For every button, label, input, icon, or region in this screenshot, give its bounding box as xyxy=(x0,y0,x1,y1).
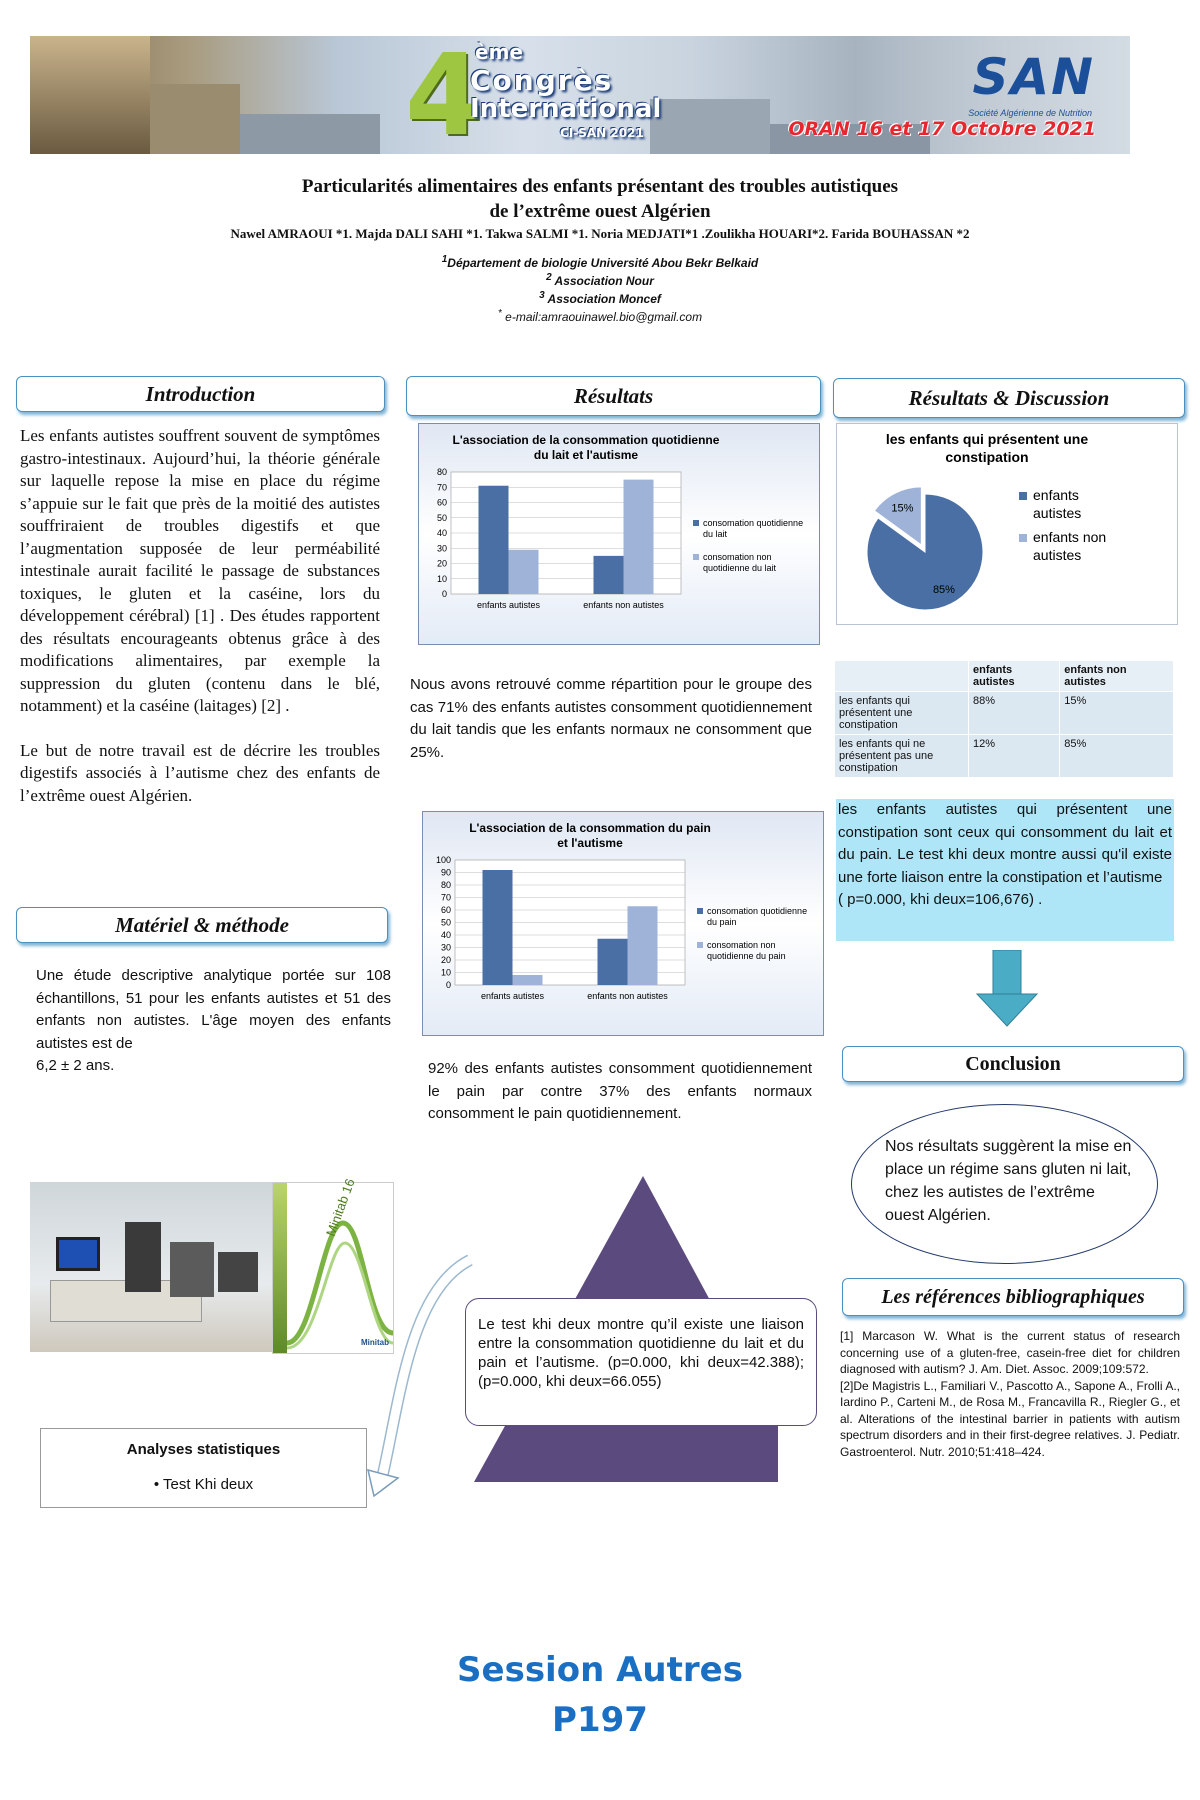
stats-title: Analyses statistiques xyxy=(126,1441,281,1458)
contact-email: * e-mail:amraouinawel.bio@gmail.com xyxy=(497,308,703,324)
banner-line1: ème xyxy=(475,40,523,64)
introduction-paragraph: Les enfants autistes souffrent souvent de symptômes gastro-intestinaux. Aujourd’hui, la théorie générale sur laquelle repose la mise en place du régime s’appuie sur le fait que près de la moitié des autistes souffriraient de troubles digestifs et que l’augmentation supposée de leur perméabilité intestinale aurait facilité le passage de substances toxiques, le gluten et la caséine, lors du développement cérébral) [1] . Des études rapportent des résultats encourageants obtenus grâce à des modifications alimentaires, par exemple la suppression du gluten (contenu dans le blé, notamment) et la caséine (laitages) [2] . xyxy=(20,426,380,715)
legend-swatch xyxy=(1019,534,1027,542)
chart-title: L'association de la consommation du pain xyxy=(469,821,711,835)
x-tick-label: enfants non autistes xyxy=(587,991,668,1001)
lab-equipment-image xyxy=(30,1182,272,1352)
legend-label: consomation non xyxy=(703,552,772,562)
y-tick-label: 0 xyxy=(441,589,447,599)
legend-label: consomation quotidienne xyxy=(703,518,804,528)
milk-chart-svg xyxy=(419,424,819,644)
banner-number: 4 xyxy=(405,36,483,154)
y-tick-label: 60 xyxy=(436,497,447,508)
pie-value-label: 15% xyxy=(891,502,914,515)
conclusion-heading: Conclusion xyxy=(842,1046,1184,1082)
legend-swatch xyxy=(693,554,699,560)
affiliation-3: $^3$ Association Moncef xyxy=(539,290,661,306)
methods-text: Une étude descriptive analytique portée sur 108 échantillons, 51 pour les enfants autistes et 51 des enfants non autistes. L'âge moyen des enfants autistes est de 6,2 ± 2 ans. xyxy=(36,967,391,1074)
chart-title: et l'autisme xyxy=(557,836,623,850)
legend-label: du lait xyxy=(703,529,728,539)
stats-box xyxy=(40,1428,367,1508)
reference-1: [1] Marcason W. What is the current status of research concerning use of a gluten-free, casein-free diet for children diagnosed with autism? J. Am. Diet. Assoc. 2009;109:572. xyxy=(840,1329,1180,1376)
legend-label: autistes xyxy=(1033,505,1082,521)
introduction-text xyxy=(20,425,380,807)
minitab-brand: Minitab xyxy=(361,1338,389,1347)
pie-value-label: 85% xyxy=(932,584,955,597)
legend-label: du pain xyxy=(707,917,737,927)
y-tick-label: 90 xyxy=(440,867,451,878)
session-label: Session Autres xyxy=(457,1650,743,1690)
y-tick-label: 50 xyxy=(436,512,447,523)
discussion-box xyxy=(836,799,1174,941)
instrument-icon xyxy=(125,1222,161,1292)
y-tick-label: 20 xyxy=(436,558,447,569)
banner-date: ORAN 16 et 17 Octobre 2021 xyxy=(788,118,1096,140)
banner-line2: Congrès xyxy=(470,64,614,97)
affiliation-1: $^1$Département de biologie Université Abou Bekr Belkaid xyxy=(441,254,759,270)
legend-swatch xyxy=(1019,492,1027,500)
banner-building-left xyxy=(30,36,150,154)
table-row: les enfants qui présentent une constipation 88% 15% xyxy=(835,692,1174,735)
legend-label: consomation quotidienne xyxy=(707,906,808,916)
table-header-row: enfants autistes enfants non autistes xyxy=(835,661,1174,692)
introduction-aim: Le but de notre travail est de décrire les troubles digestifs associés à l’autisme chez des enfants de l’extrême ouest Algérien. xyxy=(20,740,380,805)
methods-heading: Matériel & méthode xyxy=(16,907,388,943)
legend-swatch xyxy=(697,908,703,914)
y-tick-label: 60 xyxy=(440,905,451,915)
y-tick-label: 70 xyxy=(436,482,447,493)
reference-2: [2]De Magistris L., Familiari V., Pascotto A., Sapone A., Frolli A., Iardino P., Carteni M., de Rosa M., Francavilla R., Riegler G., et al. Alterations of the intestinal barrier in patients with autism spectrum disorders and in their first-degree relatives. J. Pediatr. Gastroenterol. Nutr. 2010;51:418–424. xyxy=(840,1378,1180,1459)
legend-label: quotidienne du lait xyxy=(703,563,777,573)
y-tick-label: 30 xyxy=(440,942,451,953)
y-tick-label: 20 xyxy=(440,955,451,965)
discussion-text: les enfants autistes qui présentent une constipation sont ceux qui consomment du lait et du pain. Le test khi deux montre aussi qu'il existe une forte liaison entre la constipation et l’autisme xyxy=(838,801,1172,886)
bar-2 xyxy=(628,906,658,985)
congress-banner xyxy=(30,36,1130,154)
y-tick-label: 40 xyxy=(440,930,451,940)
conclusion-text: Nos résultats suggèrent la mise en place un régime sans gluten ni lait, chez les autistes de l’extrême ouest Algérien. xyxy=(885,1138,1132,1224)
legend-swatch xyxy=(697,942,703,948)
y-tick-label: 80 xyxy=(440,880,451,890)
constipation-pie-svg xyxy=(837,424,1177,624)
bar-2 xyxy=(624,480,654,594)
instrument-icon xyxy=(218,1252,258,1292)
poster-number: P197 xyxy=(552,1700,648,1740)
y-tick-label: 70 xyxy=(440,892,451,903)
y-tick-label: 50 xyxy=(440,917,451,928)
bread-chart-svg xyxy=(423,812,823,1035)
y-tick-label: 0 xyxy=(445,980,451,990)
curved-arrow-icon xyxy=(360,1250,480,1500)
x-tick-label: enfants autistes xyxy=(480,991,545,1001)
down-arrow-icon xyxy=(975,950,1039,1028)
milk-chart xyxy=(418,423,820,645)
bar-2 xyxy=(509,550,539,594)
legend-label: enfants xyxy=(1033,487,1079,503)
banner-city xyxy=(240,114,380,154)
chart-title: du lait et l'autisme xyxy=(533,448,639,462)
chart-title: L'association de la consommation quotidienne xyxy=(452,433,720,447)
san-logo-subtitle: Société Algérienne de Nutrition xyxy=(968,108,1092,118)
bar-1 xyxy=(598,939,628,985)
poster-title-line2: de l’extrême ouest Algérien xyxy=(489,201,711,222)
y-tick-label: 10 xyxy=(440,967,451,978)
table-row: les enfants qui ne présentent pas une constipation 12% 85% xyxy=(835,735,1174,778)
chart-title: les enfants qui présentent une xyxy=(885,431,1089,447)
legend-label: enfants non xyxy=(1033,529,1107,545)
khi-deux-box: Le test khi deux montre qu’il existe une liaison entre la consommation quotidienne du lait et du pain et l’autisme. (p=0.000, khi deux=42.388); (p=0.000, khi deux=66.055) xyxy=(465,1298,817,1426)
y-tick-label: 10 xyxy=(436,573,447,584)
results-milk-text: Nous avons retrouvé comme répartition pour le groupe des cas 71% des enfants autistes consomment quotidiennement du lait tandis que les enfants normaux ne consomment que 25%. xyxy=(410,676,812,761)
banner-line3: International xyxy=(470,94,662,124)
banner-building xyxy=(150,84,240,154)
legend-label: quotidienne du pain xyxy=(707,951,786,961)
y-tick-label: 100 xyxy=(435,855,451,865)
results-bread-text: 92% des enfants autistes consomment quotidiennement le pain par contre 37% des enfants normaux consomment le pain quotidiennement. xyxy=(428,1060,812,1122)
bar-1 xyxy=(479,486,509,594)
y-tick-label: 40 xyxy=(436,528,447,538)
constipation-pie-chart xyxy=(836,423,1178,625)
legend-label: consomation non xyxy=(707,940,776,950)
poster-title-line1: Particularités alimentaires des enfants présentant des troubles autistiques xyxy=(301,176,899,197)
san-logo: SAN xyxy=(972,48,1095,106)
chart-title: constipation xyxy=(945,449,1029,465)
banner-port xyxy=(650,99,770,154)
banner-line4: CI-SAN 2021 xyxy=(560,126,644,140)
references-list xyxy=(840,1328,1180,1460)
affiliation-2: $^2$ Association Nour xyxy=(546,272,654,288)
bar-1 xyxy=(483,870,513,985)
bar-1 xyxy=(594,556,624,594)
minitab-label: Minitab 16 xyxy=(323,1176,358,1239)
references-heading: Les références bibliographiques xyxy=(842,1278,1184,1316)
bar-2 xyxy=(513,975,543,985)
constipation-table xyxy=(834,660,1174,778)
results-heading: Résultats xyxy=(406,376,821,416)
monitor-icon xyxy=(56,1237,100,1271)
authors: Nawel AMRAOUI *1. Majda DALI SAHI *1. Takwa SALMI *1. Noria MEDJATI*1 .Zoulikha HOUARI*2. Farida BOUHASSAN *2 xyxy=(230,226,970,241)
y-tick-label: 80 xyxy=(436,467,447,477)
legend-swatch xyxy=(693,520,699,526)
discussion-heading: Résultats & Discussion xyxy=(833,378,1185,418)
y-tick-label: 30 xyxy=(436,543,447,554)
mean-age: 6,2 ± 2 ans. xyxy=(36,1057,115,1074)
stats-item: • Test Khi deux xyxy=(153,1476,254,1493)
bread-chart xyxy=(422,811,824,1036)
introduction-heading: Introduction xyxy=(16,376,385,412)
x-tick-label: enfants autistes xyxy=(476,600,541,610)
instrument-icon xyxy=(170,1242,214,1297)
discussion-stat: ( p=0.000, khi deux=106,676) . xyxy=(838,891,1043,908)
legend-label: autistes xyxy=(1033,547,1082,563)
x-tick-label: enfants non autistes xyxy=(583,600,664,610)
